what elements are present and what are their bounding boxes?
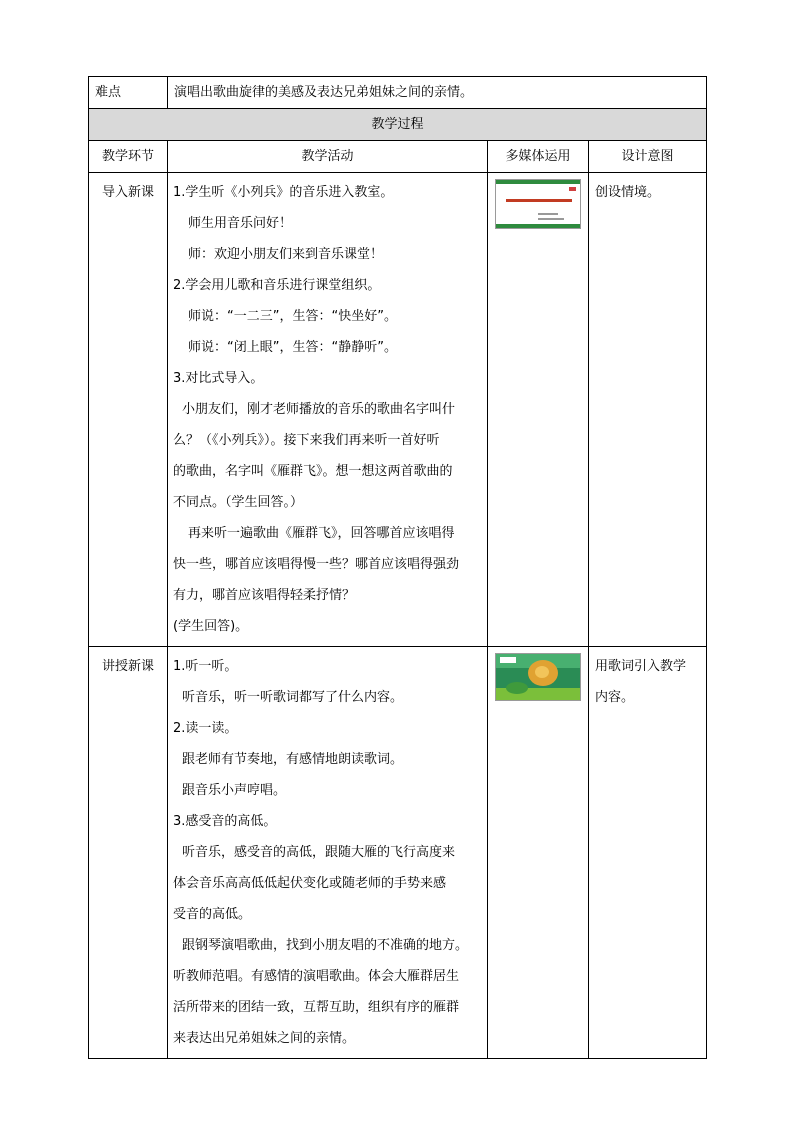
activity-line: 师：欢迎小朋友们来到音乐课堂！ xyxy=(188,247,384,262)
stage-cell: 讲授新课 xyxy=(89,647,168,1059)
activity-line: 活所带来的团结一致，互帮互助，组织有序的雁群 xyxy=(173,1000,460,1015)
column-header-stage: 教学环节 xyxy=(89,141,168,173)
difficulty-label: 难点 xyxy=(89,77,168,109)
activity-line: 小朋友们，刚才老师播放的音乐的歌曲名字叫什 xyxy=(182,402,456,417)
activity-line: 的歌曲，名字叫《雁群飞》。想一想这两首歌曲的 xyxy=(173,464,453,479)
activity-line: 来表达出兄弟姐妹之间的亲情。 xyxy=(173,1031,356,1046)
lesson-plan-table xyxy=(88,76,707,1059)
activity-line: 么？（《小列兵》）。接下来我们再来听一首好听 xyxy=(173,433,440,448)
intent-cell xyxy=(589,173,707,647)
stage-cell: 导入新课 xyxy=(89,173,168,647)
activity-line: 师生用音乐问好！ xyxy=(188,216,293,231)
activity-line: 跟老师有节奏地，有感情地朗读歌词。 xyxy=(182,752,404,767)
activity-line: 2.读一读。 xyxy=(173,721,238,736)
activity-line: 1.学生听《小列兵》的音乐进入教室。 xyxy=(173,185,394,200)
intent-line: 内容。 xyxy=(595,690,635,705)
activity-line: (学生回答)。 xyxy=(173,619,249,634)
intent-line: 创设情境。 xyxy=(595,185,661,200)
section-row-new-lesson xyxy=(89,647,707,1059)
column-header-row xyxy=(89,141,707,173)
difficulty-row xyxy=(89,77,707,109)
activity-line: 师说：“闭上眼”，生答：“静静听”。 xyxy=(188,340,397,355)
activity-line: 体会音乐高高低低起伏变化或随老师的手势来感 xyxy=(173,876,447,891)
activities-cell xyxy=(168,647,488,1059)
activity-line: 跟音乐小声哼唱。 xyxy=(182,783,287,798)
activity-line: 2.学会用儿歌和音乐进行课堂组织。 xyxy=(173,278,381,293)
cartoon-lion-thumbnail xyxy=(495,653,581,701)
activity-line: 1.听一听。 xyxy=(173,659,238,674)
activity-line: 不同点。（学生回答。） xyxy=(173,495,304,510)
section-row-intro xyxy=(89,173,707,647)
activity-line: 听教师范唱。有感情的演唱歌曲。体会大雁群居生 xyxy=(173,969,460,984)
column-header-intent: 设计意图 xyxy=(589,141,707,173)
activity-line: 再来听一遍歌曲《雁群飞》，回答哪首应该唱得 xyxy=(188,526,455,541)
slide-title-thumbnail xyxy=(495,179,581,229)
activity-line: 快一些，哪首应该唱得慢一些？哪首应该唱得强劲 xyxy=(173,557,460,572)
activity-line: 受音的高低。 xyxy=(173,907,252,922)
difficulty-text: 演唱出歌曲旋律的美感及表达兄弟姐妹之间的亲情。 xyxy=(168,77,707,109)
media-cell xyxy=(488,647,589,1059)
intent-line: 用歌词引入教学 xyxy=(595,659,687,674)
activity-line: 有力，哪首应该唱得轻柔抒情？ xyxy=(173,588,356,603)
activity-line: 跟钢琴演唱歌曲，找到小朋友唱的不准确的地方。 xyxy=(182,938,469,953)
activity-line: 师说：“一二三”，生答：“快坐好”。 xyxy=(188,309,397,324)
activity-line: 3.感受音的高低。 xyxy=(173,814,277,829)
activity-line: 听音乐，听一听歌词都写了什么内容。 xyxy=(182,690,404,705)
activities-cell xyxy=(168,173,488,647)
process-header-row xyxy=(89,109,707,141)
activity-line: 听音乐，感受音的高低，跟随大雁的飞行高度来 xyxy=(182,845,456,860)
activity-line: 3.对比式导入。 xyxy=(173,371,264,386)
media-cell xyxy=(488,173,589,647)
column-header-activities: 教学活动 xyxy=(168,141,488,173)
column-header-media: 多媒体运用 xyxy=(488,141,589,173)
process-header: 教学过程 xyxy=(89,109,707,141)
intent-cell xyxy=(589,647,707,1059)
